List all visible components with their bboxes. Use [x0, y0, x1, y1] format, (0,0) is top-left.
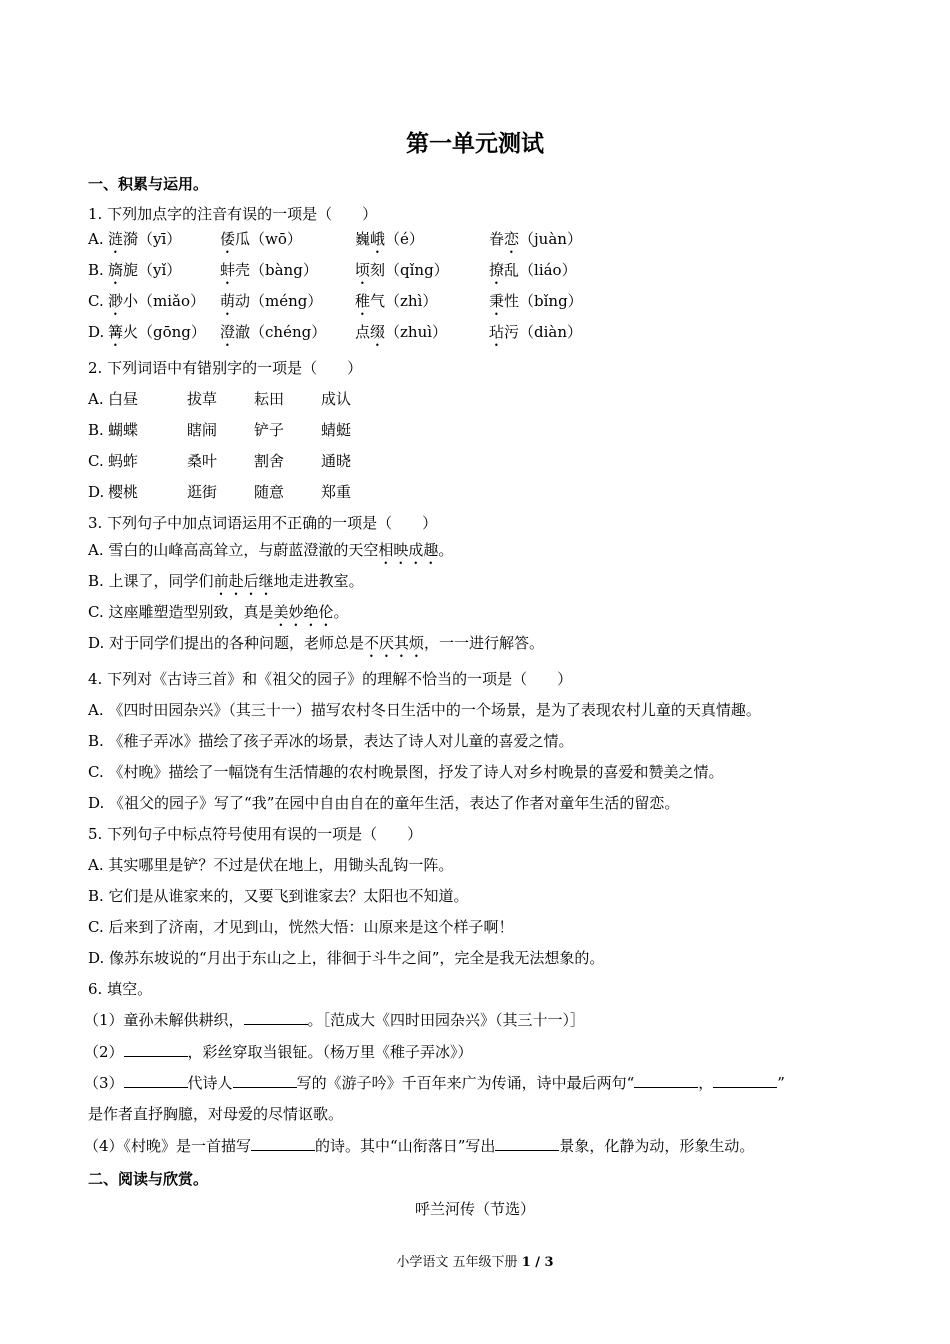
fill-text: 写的《游子吟》千百年来广为传诵，诗中最后两句“: [296, 1074, 635, 1092]
fill-blank[interactable]: [713, 1073, 777, 1088]
dotted-phrase: 相映成趣: [378, 541, 439, 559]
pinyin-item: 篝火（gōng）: [108, 323, 206, 341]
fill-blank[interactable]: [244, 1010, 308, 1025]
question-5-option-d: D. 像苏东坡说的“月出于东山之上，徘徊于斗牛之间”，完全是我无法想象的。: [88, 949, 605, 967]
page-number: 1 / 3: [521, 1255, 554, 1270]
word-item: 拔草: [187, 390, 218, 408]
option-label: A.: [88, 230, 104, 248]
option-label: B.: [88, 421, 104, 439]
pinyin-item: 萌动（méng）: [220, 292, 323, 310]
question-6-stem: 6. 填空。: [88, 980, 153, 998]
word-item: 成认: [321, 390, 352, 408]
dotted-char: 顷: [355, 261, 371, 279]
question-3-stem: 3. 下列句子中加点词语运用不正确的一项是（ ）: [88, 514, 438, 532]
word-item: 白昼: [108, 390, 139, 408]
fill-text: 景象，化静为动，形象生动。: [559, 1137, 755, 1155]
dotted-char: 峨: [370, 230, 386, 248]
dotted-char: 缀: [370, 323, 386, 341]
page-title: 第一单元测试: [406, 131, 544, 157]
word-item: 瞎闹: [187, 421, 218, 439]
pinyin-item: 巍峨（é）: [355, 230, 424, 248]
dotted-char: 倭: [220, 230, 236, 248]
fill-line-4: [84, 1136, 754, 1156]
word-item: 桑叶: [187, 452, 218, 470]
footer-text: 小学语文 五年级下册: [396, 1255, 522, 1270]
pinyin-item: 顷刻（qǐng）: [355, 261, 449, 279]
question-3-option: C. 这座雕塑造型别致，真是美妙绝伦。: [88, 603, 349, 621]
pinyin-item: 渺小（miǎo）: [108, 292, 206, 310]
fill-blank[interactable]: [124, 1042, 188, 1057]
fill-text: （2）: [84, 1043, 124, 1061]
question-3-option: A. 雪白的山峰高高耸立，与蔚蓝澄澈的天空相映成趣。: [88, 541, 454, 559]
question-4-stem: 4. 下列对《古诗三首》和《祖父的园子》的理解不恰当的一项是（ ）: [88, 670, 573, 688]
dotted-phrase: 不厌其烦: [364, 634, 425, 652]
fill-text: ，: [698, 1074, 714, 1092]
question-5-option-a: A. 其实哪里是铲？不过是伏在地上，用锄头乱钩一阵。: [88, 856, 454, 874]
fill-line-2: [84, 1042, 473, 1062]
dotted-char: 渺: [108, 292, 124, 310]
option-label: C.: [88, 452, 104, 470]
question-4-option-d: D. 《祖父的园子》写了“我”在园中自由自在的童年生活，表达了作者对童年生活的留恋。: [88, 794, 680, 812]
question-3-option: B. 上课了，同学们前赴后继地走进教室。: [88, 572, 364, 590]
question-5-option-b: B. 它们是从谁家来的，又要飞到谁家去？太阳也不知道。: [88, 887, 469, 905]
dotted-char: 撩: [489, 261, 505, 279]
dotted-phrase: 前赴后继: [213, 572, 274, 590]
pinyin-item: 眷恋（juàn）: [489, 230, 582, 248]
fill-text: （3）: [84, 1074, 124, 1092]
option-label: D.: [88, 483, 105, 501]
pinyin-item: 点缀（zhuì）: [355, 323, 448, 341]
dotted-char: 稚: [355, 292, 371, 310]
fill-line-3-cont: 是作者直抒胸臆，对母爱的尽情讴歌。: [88, 1105, 344, 1123]
question-3-option: D. 对于同学们提出的各种问题，老师总是不厌其烦，一一进行解答。: [88, 634, 545, 652]
dotted-char: 蚌: [220, 261, 236, 279]
fill-text: 的诗。其中“山衔落日”写出: [315, 1137, 496, 1155]
pinyin-item: 旖旎（yǐ）: [108, 261, 182, 279]
pinyin-item: 稚气（zhì）: [355, 292, 438, 310]
word-item: 铲子: [254, 421, 285, 439]
pinyin-item: 秉性（bǐng）: [489, 292, 583, 310]
pinyin-item: 撩乱（liáo）: [489, 261, 577, 279]
fill-text: 代诗人: [187, 1074, 233, 1092]
dotted-phrase: 美妙绝伦: [273, 603, 334, 621]
question-4-option-a: A. 《四时田园杂兴》（其三十一）描写农村冬日生活中的一个场景，是为了表现农村儿童的天真情趣。: [88, 701, 761, 719]
page-footer: [0, 1251, 950, 1270]
option-label: C.: [88, 292, 104, 310]
option-label: D.: [88, 323, 105, 341]
fill-line-1: [84, 1010, 585, 1030]
word-item: 郑重: [321, 483, 352, 501]
word-item: 通晓: [321, 452, 352, 470]
word-item: 蚂蚱: [108, 452, 139, 470]
reading-title: 呼兰河传（节选）: [414, 1200, 535, 1218]
dotted-char: 澄: [220, 323, 236, 341]
word-item: 逛街: [187, 483, 218, 501]
pinyin-item: 涟漪（yī）: [108, 230, 182, 248]
fill-text: 。［范成大《四时田园杂兴》（其三十一）］: [307, 1011, 586, 1029]
question-4-option-c: C. 《村晚》描绘了一幅饶有生活情趣的农村晚景图，抒发了诗人对乡村晚景的喜爱和赞美之情。: [88, 763, 724, 781]
fill-text: ，彩丝穿取当银钲。（杨万里《稚子弄冰》）: [187, 1043, 473, 1061]
question-4-option-b: B. 《稚子弄冰》描绘了孩子弄冰的场景，表达了诗人对儿童的喜爱之情。: [88, 732, 574, 750]
dotted-char: 篝: [108, 323, 124, 341]
option-label: B.: [88, 261, 104, 279]
pinyin-item: 澄澈（chéng）: [220, 323, 327, 341]
dotted-char: 秉: [489, 292, 505, 310]
pinyin-item: 蚌壳（bàng）: [220, 261, 318, 279]
fill-line-3: [84, 1073, 785, 1093]
dotted-char: 涟: [108, 230, 124, 248]
word-item: 随意: [254, 483, 285, 501]
dotted-char: 旖: [108, 261, 124, 279]
word-item: 耘田: [254, 390, 285, 408]
fill-blank[interactable]: [495, 1136, 559, 1151]
fill-text: （1）童孙未解供耕织，: [84, 1011, 244, 1029]
word-item: 蝴蝶: [108, 421, 139, 439]
option-label: A.: [88, 390, 104, 408]
question-5-stem: 5. 下列句子中标点符号使用有误的一项是（ ）: [88, 825, 423, 843]
word-item: 割舍: [254, 452, 285, 470]
pinyin-item: 玷污（diàn）: [489, 323, 583, 341]
question-5-option-c: C. 后来到了济南，才见到山，恍然大悟：山原来是这个样子啊！: [88, 918, 514, 936]
fill-blank[interactable]: [233, 1073, 297, 1088]
dotted-char: 玷: [489, 323, 505, 341]
fill-text: （4）《村晚》是一首描写: [84, 1137, 252, 1155]
fill-blank[interactable]: [124, 1073, 188, 1088]
dotted-char: 恋: [504, 230, 520, 248]
fill-blank[interactable]: [634, 1073, 698, 1088]
section-heading-1: 一、积累与运用。: [88, 175, 209, 193]
question-1-stem: 1. 下列加点字的注音有误的一项是（ ）: [88, 205, 378, 223]
pinyin-item: 倭瓜（wō）: [220, 230, 302, 248]
word-item: 樱桃: [108, 483, 139, 501]
fill-blank[interactable]: [251, 1136, 315, 1151]
word-item: 蜻蜓: [321, 421, 352, 439]
fill-text: ”: [777, 1074, 785, 1092]
dotted-char: 萌: [220, 292, 236, 310]
section-heading-2: 二、阅读与欣赏。: [88, 1170, 209, 1188]
question-2-stem: 2. 下列词语中有错别字的一项是（ ）: [88, 359, 363, 377]
